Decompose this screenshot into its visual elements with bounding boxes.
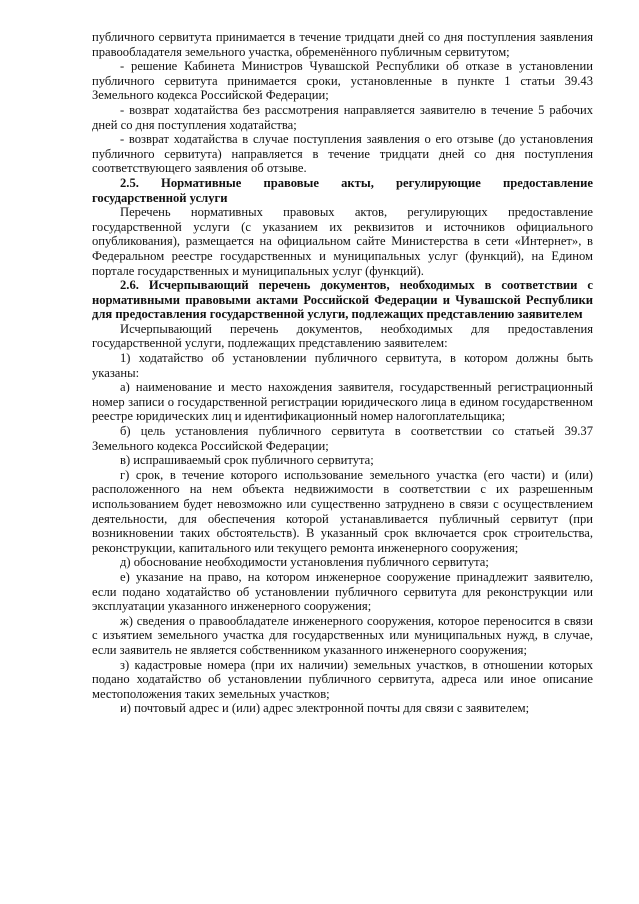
paragraph-return-on-withdrawal: - возврат ходатайства в случае поступления заявления о его отзыве (до установления публичного сервитута) направляется в течение тридцати дней со дня поступления соответствующего заявления об отзыве.: [92, 132, 593, 176]
list-item-a: а) наименование и место нахождения заявителя, государственный регистрационный номер записи о государственной регистрации юридического лица в едином государственном реестре юридических лиц и идентификационный номер налогоплательщика;: [92, 380, 593, 424]
section-heading-2-5: 2.5. Нормативные правовые акты, регулирующие предоставление государственной услуги: [92, 175, 593, 205]
paragraph-intro-continuation: публичного сервитута принимается в течение тридцати дней со дня поступления заявления правообладателя земельного участка, обременённого публичным сервитутом;: [92, 30, 593, 59]
list-item-d: д) обоснование необходимости установления публичного сервитута;: [120, 555, 489, 570]
paragraph-legal-acts-list: Перечень нормативных правовых актов, регулирующих предоставление государственной услуги (с указанием их реквизитов и источников официального опубликования), размещается на официальном сайте Министерства в сети «Интернет», в Федеральном реестре государственных и муниципальных услуг (функций), на Едином портале государственных и муниципальных услуг (функций).: [92, 205, 593, 278]
list-item-1-petition: 1) ходатайство об установлении публичного сервитута, в котором должны быть указаны:: [92, 351, 593, 380]
list-item-g: г) срок, в течение которого использование земельного участка (его части) и (или) расположенного на нем объекта недвижимости в соответствии с их разрешенным использованием будет невозможно или существенно затруднено в связи с осуществлением деятельности, для обеспечения которой устанавливается публичный сервитут (при возникновении таких обстоятельств). В указанный срок включается срок строительства, реконструкции, капитального или текущего ремонта инженерного сооружения;: [92, 467, 593, 555]
paragraph-return-without-review: - возврат ходатайства без рассмотрения направляется заявителю в течение 5 рабочих дней со дня поступления ходатайства;: [92, 102, 593, 132]
list-item-z: з) кадастровые номера (при их наличии) земельных участков, в отношении которых подано ходатайство об установлении публичного сервитута, адреса или иное описание местоположения таких земельных участков;: [92, 657, 593, 701]
list-item-i: и) почтовый адрес и (или) адрес электронной почты для связи с заявителем;: [120, 701, 530, 716]
paragraph-documents-list-intro: Исчерпывающий перечень документов, необходимых для предоставления государственной услуги, подлежащих представлению заявителем:: [92, 321, 593, 351]
paragraph-refusal-decision: - решение Кабинета Министров Чувашской Республики об отказе в установлении публичного сервитута принимается сроки, установленные в пункте 1 статьи 39.43 Земельного кодекса Российской Федерации;: [92, 59, 593, 103]
list-item-v: в) испрашиваемый срок публичного сервитута;: [120, 453, 374, 468]
list-item-e: е) указание на право, на котором инженерное сооружение принадлежит заявителю, если подано ходатайство об установлении публичного сервитута для реконструкции или эксплуатации указанного инженерного сооружения;: [92, 569, 593, 614]
list-item-zh: ж) сведения о правообладателе инженерного сооружения, которое переносится в связи с изъятием земельного участка для государственных или муниципальных нужд, в случае, если заявитель не является собственником указанного инженерного сооружения;: [92, 613, 593, 657]
list-item-b: б) цель установления публичного сервитута в соответствии со статьей 39.37 Земельного кодекса Российской Федерации;: [92, 424, 593, 453]
section-heading-2-6: 2.6. Исчерпывающий перечень документов, необходимых в соответствии с нормативными правовыми актами Российской Федерации и Чувашской Республики для предоставления государственной услуги, подлежащих представлению заявителем: [92, 278, 593, 322]
